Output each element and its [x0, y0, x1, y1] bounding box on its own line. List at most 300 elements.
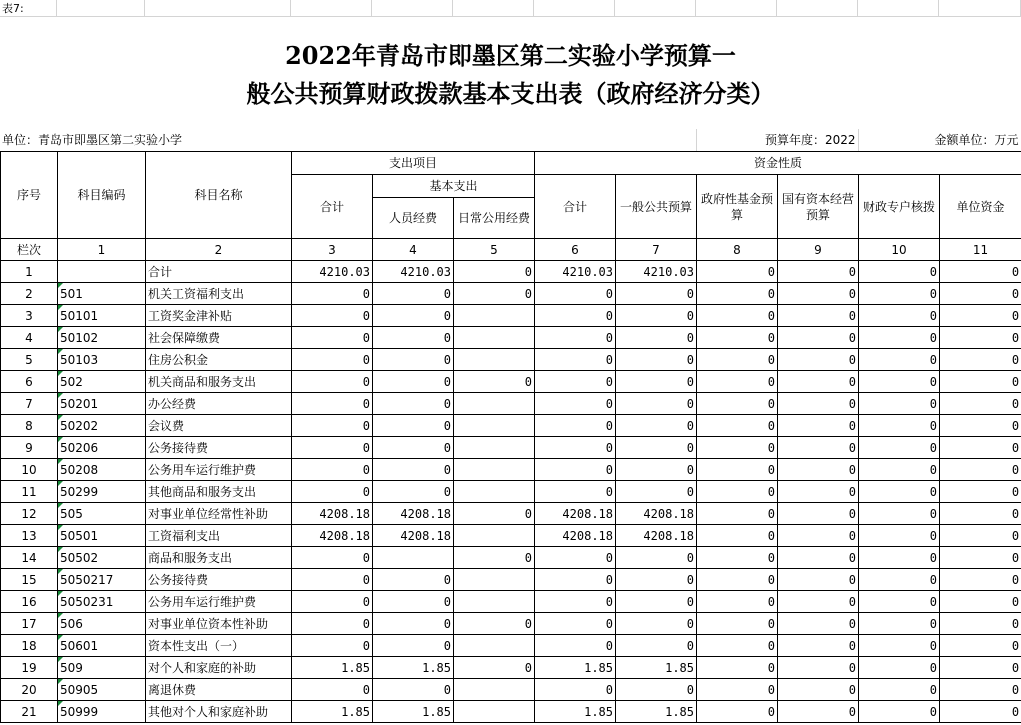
row-value-cell-c6[interactable]: 0: [535, 415, 616, 437]
row-seq-cell[interactable]: 4: [1, 327, 58, 349]
row-value-cell-c10[interactable]: 0: [859, 261, 940, 283]
header-state-capital[interactable]: 国有资本经营预算: [778, 175, 859, 239]
column-index-cell[interactable]: 1: [58, 239, 146, 261]
row-value-cell-c4[interactable]: [373, 547, 454, 569]
row-value-cell-c6[interactable]: 0: [535, 283, 616, 305]
row-value-cell-c7[interactable]: 4210.03: [616, 261, 697, 283]
row-name-cell[interactable]: 社会保障缴费: [146, 327, 292, 349]
row-value-cell-c4[interactable]: 1.85: [373, 657, 454, 679]
row-value-cell-c3[interactable]: 4208.18: [292, 525, 373, 547]
column-index-cell[interactable]: 11: [940, 239, 1021, 261]
row-name-cell[interactable]: 公务接待费: [146, 569, 292, 591]
row-value-cell-c11[interactable]: 0: [940, 613, 1021, 635]
row-value-cell-c3[interactable]: 0: [292, 327, 373, 349]
row-value-cell-c9[interactable]: 0: [778, 371, 859, 393]
row-code-cell[interactable]: 50102: [58, 327, 146, 349]
row-value-cell-c7[interactable]: 0: [616, 635, 697, 657]
row-code-cell[interactable]: 50299: [58, 481, 146, 503]
row-value-cell-c5[interactable]: 0: [454, 283, 535, 305]
row-value-cell-c9[interactable]: 0: [778, 261, 859, 283]
row-value-cell-c4[interactable]: 4208.18: [373, 503, 454, 525]
row-value-cell-c7[interactable]: 0: [616, 459, 697, 481]
row-name-cell[interactable]: 对事业单位资本性补助: [146, 613, 292, 635]
header-expenditure-group[interactable]: 支出项目: [292, 152, 535, 175]
row-value-cell-c7[interactable]: 0: [616, 613, 697, 635]
row-code-cell[interactable]: 502: [58, 371, 146, 393]
row-value-cell-c5[interactable]: [454, 679, 535, 701]
row-value-cell-c5[interactable]: [454, 591, 535, 613]
row-seq-cell[interactable]: 8: [1, 415, 58, 437]
row-value-cell-c8[interactable]: 0: [697, 261, 778, 283]
column-index-cell[interactable]: 3: [292, 239, 373, 261]
row-value-cell-c10[interactable]: 0: [859, 525, 940, 547]
row-value-cell-c5[interactable]: 0: [454, 261, 535, 283]
row-value-cell-c7[interactable]: 0: [616, 679, 697, 701]
row-value-cell-c3[interactable]: 0: [292, 371, 373, 393]
column-index-cell[interactable]: 7: [616, 239, 697, 261]
row-value-cell-c6[interactable]: 0: [535, 393, 616, 415]
row-value-cell-c7[interactable]: 0: [616, 569, 697, 591]
row-value-cell-c7[interactable]: 1.85: [616, 701, 697, 723]
row-value-cell-c6[interactable]: 1.85: [535, 657, 616, 679]
row-value-cell-c8[interactable]: 0: [697, 547, 778, 569]
row-value-cell-c7[interactable]: 0: [616, 393, 697, 415]
row-value-cell-c3[interactable]: 0: [292, 613, 373, 635]
row-value-cell-c3[interactable]: 0: [292, 679, 373, 701]
row-value-cell-c11[interactable]: 0: [940, 393, 1021, 415]
header-basic-group[interactable]: 基本支出: [373, 175, 535, 198]
row-code-cell[interactable]: 509: [58, 657, 146, 679]
row-value-cell-c4[interactable]: 0: [373, 349, 454, 371]
row-seq-cell[interactable]: 20: [1, 679, 58, 701]
row-value-cell-c10[interactable]: 0: [859, 569, 940, 591]
row-value-cell-c11[interactable]: 0: [940, 701, 1021, 723]
table-row: [1, 415, 1021, 437]
row-value-cell-c9[interactable]: 0: [778, 525, 859, 547]
row-value-cell-c4[interactable]: 4208.18: [373, 525, 454, 547]
row-value-cell-c5[interactable]: 0: [454, 547, 535, 569]
row-seq-cell[interactable]: 7: [1, 393, 58, 415]
row-code-cell[interactable]: 50103: [58, 349, 146, 371]
column-index-cell[interactable]: 8: [697, 239, 778, 261]
row-value-cell-c9[interactable]: 0: [778, 459, 859, 481]
row-value-cell-c5[interactable]: [454, 349, 535, 371]
row-value-cell-c10[interactable]: 0: [859, 415, 940, 437]
row-value-cell-c5[interactable]: [454, 305, 535, 327]
row-value-cell-c9[interactable]: 0: [778, 635, 859, 657]
row-value-cell-c11[interactable]: 0: [940, 481, 1021, 503]
header-personnel[interactable]: 人员经费: [373, 198, 454, 239]
row-value-cell-c4[interactable]: 0: [373, 327, 454, 349]
row-name-cell[interactable]: 对个人和家庭的补助: [146, 657, 292, 679]
header-fund-total[interactable]: 合计: [535, 175, 616, 239]
row-value-cell-c6[interactable]: 1.85: [535, 701, 616, 723]
empty-cell[interactable]: [696, 0, 777, 17]
row-value-cell-c3[interactable]: 0: [292, 547, 373, 569]
row-value-cell-c6[interactable]: 0: [535, 305, 616, 327]
row-seq-cell[interactable]: 10: [1, 459, 58, 481]
row-value-cell-c5[interactable]: 0: [454, 613, 535, 635]
row-name-cell[interactable]: 资本性支出（一）: [146, 635, 292, 657]
row-seq-cell[interactable]: 2: [1, 283, 58, 305]
row-value-cell-c8[interactable]: 0: [697, 349, 778, 371]
row-value-cell-c7[interactable]: 0: [616, 305, 697, 327]
row-code-cell[interactable]: 50101: [58, 305, 146, 327]
column-index-label[interactable]: 栏次: [1, 239, 58, 261]
row-value-cell-c10[interactable]: 0: [859, 481, 940, 503]
row-value-cell-c7[interactable]: 4208.18: [616, 525, 697, 547]
row-name-cell[interactable]: 办公经费: [146, 393, 292, 415]
row-code-cell[interactable]: 50206: [58, 437, 146, 459]
row-code-cell[interactable]: [58, 261, 146, 283]
row-name-cell[interactable]: 工资奖金津补贴: [146, 305, 292, 327]
row-seq-cell[interactable]: 21: [1, 701, 58, 723]
row-value-cell-c4[interactable]: 1.85: [373, 701, 454, 723]
row-value-cell-c10[interactable]: 0: [859, 503, 940, 525]
row-value-cell-c8[interactable]: 0: [697, 635, 778, 657]
row-value-cell-c10[interactable]: 0: [859, 283, 940, 305]
column-index-cell[interactable]: 6: [535, 239, 616, 261]
row-name-cell[interactable]: 对事业单位经常性补助: [146, 503, 292, 525]
empty-cell[interactable]: [372, 0, 453, 17]
row-code-cell[interactable]: 5050217: [58, 569, 146, 591]
row-value-cell-c10[interactable]: 0: [859, 701, 940, 723]
row-value-cell-c10[interactable]: 0: [859, 657, 940, 679]
row-value-cell-c3[interactable]: 0: [292, 569, 373, 591]
row-value-cell-c6[interactable]: 0: [535, 613, 616, 635]
row-value-cell-c7[interactable]: 0: [616, 371, 697, 393]
row-value-cell-c5[interactable]: [454, 327, 535, 349]
row-value-cell-c4[interactable]: 0: [373, 679, 454, 701]
row-value-cell-c5[interactable]: [454, 459, 535, 481]
row-value-cell-c5[interactable]: 0: [454, 371, 535, 393]
row-value-cell-c7[interactable]: 0: [616, 415, 697, 437]
row-value-cell-c9[interactable]: 0: [778, 283, 859, 305]
row-value-cell-c11[interactable]: 0: [940, 327, 1021, 349]
row-value-cell-c5[interactable]: [454, 635, 535, 657]
empty-cell[interactable]: [291, 0, 372, 17]
row-value-cell-c11[interactable]: 0: [940, 503, 1021, 525]
row-value-cell-c4[interactable]: 0: [373, 393, 454, 415]
header-code[interactable]: 科目编码: [58, 152, 146, 239]
row-value-cell-c10[interactable]: 0: [859, 679, 940, 701]
row-value-cell-c4[interactable]: 0: [373, 635, 454, 657]
row-value-cell-c6[interactable]: 0: [535, 635, 616, 657]
row-value-cell-c6[interactable]: 0: [535, 371, 616, 393]
row-value-cell-c9[interactable]: 0: [778, 591, 859, 613]
row-value-cell-c4[interactable]: 0: [373, 437, 454, 459]
row-value-cell-c5[interactable]: [454, 525, 535, 547]
row-value-cell-c11[interactable]: 0: [940, 437, 1021, 459]
table-row: [1, 371, 1021, 393]
row-value-cell-c9[interactable]: 0: [778, 569, 859, 591]
row-value-cell-c11[interactable]: 0: [940, 569, 1021, 591]
row-value-cell-c5[interactable]: [454, 415, 535, 437]
row-name-cell[interactable]: 住房公积金: [146, 349, 292, 371]
row-value-cell-c8[interactable]: 0: [697, 701, 778, 723]
row-code-cell[interactable]: 505: [58, 503, 146, 525]
row-value-cell-c6[interactable]: 0: [535, 547, 616, 569]
row-seq-cell[interactable]: 15: [1, 569, 58, 591]
row-code-cell[interactable]: 50208: [58, 459, 146, 481]
row-value-cell-c9[interactable]: 0: [778, 481, 859, 503]
row-value-cell-c9[interactable]: 0: [778, 393, 859, 415]
column-index-cell[interactable]: 9: [778, 239, 859, 261]
row-value-cell-c8[interactable]: 0: [697, 613, 778, 635]
row-value-cell-c3[interactable]: 0: [292, 415, 373, 437]
row-seq-cell[interactable]: 3: [1, 305, 58, 327]
row-value-cell-c7[interactable]: 0: [616, 283, 697, 305]
row-name-cell[interactable]: 会议费: [146, 415, 292, 437]
row-value-cell-c8[interactable]: 0: [697, 503, 778, 525]
row-value-cell-c10[interactable]: 0: [859, 371, 940, 393]
empty-cell[interactable]: [145, 0, 291, 17]
row-seq-cell[interactable]: 18: [1, 635, 58, 657]
row-value-cell-c4[interactable]: 0: [373, 371, 454, 393]
budget-year-label[interactable]: 预算年度：2022: [696, 129, 858, 151]
row-value-cell-c10[interactable]: 0: [859, 613, 940, 635]
row-value-cell-c11[interactable]: 0: [940, 415, 1021, 437]
row-value-cell-c8[interactable]: 0: [697, 283, 778, 305]
row-value-cell-c5[interactable]: 0: [454, 503, 535, 525]
row-value-cell-c7[interactable]: 0: [616, 437, 697, 459]
row-value-cell-c4[interactable]: 0: [373, 415, 454, 437]
row-value-cell-c9[interactable]: 0: [778, 547, 859, 569]
row-name-cell[interactable]: 公务接待费: [146, 437, 292, 459]
row-value-cell-c8[interactable]: 0: [697, 327, 778, 349]
row-value-cell-c11[interactable]: 0: [940, 305, 1021, 327]
row-value-cell-c3[interactable]: 4208.18: [292, 503, 373, 525]
row-name-cell[interactable]: 公务用车运行维护费: [146, 459, 292, 481]
row-value-cell-c3[interactable]: 1.85: [292, 657, 373, 679]
row-code-cell[interactable]: 50502: [58, 547, 146, 569]
row-code-cell[interactable]: 50201: [58, 393, 146, 415]
budget-table: [0, 151, 1021, 723]
row-value-cell-c9[interactable]: 0: [778, 613, 859, 635]
row-value-cell-c5[interactable]: [454, 437, 535, 459]
row-code-cell[interactable]: 50601: [58, 635, 146, 657]
row-value-cell-c3[interactable]: 1.85: [292, 701, 373, 723]
row-value-cell-c7[interactable]: 0: [616, 327, 697, 349]
row-value-cell-c8[interactable]: 0: [697, 679, 778, 701]
row-value-cell-c8[interactable]: 0: [697, 459, 778, 481]
row-value-cell-c3[interactable]: 0: [292, 481, 373, 503]
sheet-title[interactable]: [0, 17, 1021, 129]
row-value-cell-c6[interactable]: 0: [535, 327, 616, 349]
row-name-cell[interactable]: 公务用车运行维护费: [146, 591, 292, 613]
row-value-cell-c6[interactable]: 4210.03: [535, 261, 616, 283]
row-seq-cell[interactable]: 1: [1, 261, 58, 283]
row-value-cell-c6[interactable]: 4208.18: [535, 503, 616, 525]
row-value-cell-c5[interactable]: 0: [454, 657, 535, 679]
row-code-cell[interactable]: 506: [58, 613, 146, 635]
header-funds-group[interactable]: 资金性质: [535, 152, 1021, 175]
row-value-cell-c10[interactable]: 0: [859, 547, 940, 569]
row-value-cell-c3[interactable]: 0: [292, 393, 373, 415]
row-value-cell-c8[interactable]: 0: [697, 393, 778, 415]
row-value-cell-c3[interactable]: 0: [292, 437, 373, 459]
row-name-cell[interactable]: 其他商品和服务支出: [146, 481, 292, 503]
amount-unit-label[interactable]: 金额单位：万元: [858, 129, 1021, 151]
header-fiscal-special[interactable]: 财政专户核拨: [859, 175, 940, 239]
row-value-cell-c8[interactable]: 0: [697, 371, 778, 393]
empty-cell[interactable]: [615, 0, 696, 17]
row-value-cell-c9[interactable]: 0: [778, 657, 859, 679]
row-name-cell[interactable]: 离退休费: [146, 679, 292, 701]
row-value-cell-c6[interactable]: 0: [535, 437, 616, 459]
row-value-cell-c10[interactable]: 0: [859, 591, 940, 613]
empty-cell[interactable]: [777, 0, 858, 17]
row-value-cell-c9[interactable]: 0: [778, 415, 859, 437]
unit-label[interactable]: 单位：青岛市即墨区第二实验小学: [0, 129, 696, 151]
row-seq-cell[interactable]: 19: [1, 657, 58, 679]
row-value-cell-c3[interactable]: 0: [292, 283, 373, 305]
row-code-cell[interactable]: 50905: [58, 679, 146, 701]
empty-cell[interactable]: [534, 0, 615, 17]
row-value-cell-c6[interactable]: 0: [535, 569, 616, 591]
header-daily[interactable]: 日常公用经费: [454, 198, 535, 239]
sheet-title-line2: 般公共预算财政拨款基本支出表（政府经济分类）: [246, 79, 775, 108]
row-code-cell[interactable]: 5050231: [58, 591, 146, 613]
row-value-cell-c11[interactable]: 0: [940, 591, 1021, 613]
row-name-cell[interactable]: 机关工资福利支出: [146, 283, 292, 305]
row-value-cell-c6[interactable]: 0: [535, 459, 616, 481]
row-seq-cell[interactable]: 6: [1, 371, 58, 393]
row-seq-cell[interactable]: 17: [1, 613, 58, 635]
row-value-cell-c6[interactable]: 0: [535, 481, 616, 503]
row-value-cell-c8[interactable]: 0: [697, 481, 778, 503]
row-value-cell-c10[interactable]: 0: [859, 349, 940, 371]
header-general-budget[interactable]: 一般公共预算: [616, 175, 697, 239]
empty-cell[interactable]: [938, 0, 1020, 17]
row-value-cell-c3[interactable]: 4210.03: [292, 261, 373, 283]
row-value-cell-c11[interactable]: 0: [940, 525, 1021, 547]
row-value-cell-c11[interactable]: 0: [940, 261, 1021, 283]
row-value-cell-c4[interactable]: 0: [373, 305, 454, 327]
row-value-cell-c6[interactable]: 0: [535, 349, 616, 371]
row-value-cell-c6[interactable]: 4208.18: [535, 525, 616, 547]
row-name-cell[interactable]: 其他对个人和家庭补助: [146, 701, 292, 723]
row-value-cell-c11[interactable]: 0: [940, 283, 1021, 305]
row-value-cell-c10[interactable]: 0: [859, 459, 940, 481]
row-value-cell-c4[interactable]: 0: [373, 613, 454, 635]
row-value-cell-c11[interactable]: 0: [940, 547, 1021, 569]
row-value-cell-c10[interactable]: 0: [859, 305, 940, 327]
row-value-cell-c7[interactable]: 0: [616, 547, 697, 569]
row-value-cell-c10[interactable]: 0: [859, 393, 940, 415]
column-index-cell[interactable]: 5: [454, 239, 535, 261]
row-value-cell-c11[interactable]: 0: [940, 349, 1021, 371]
row-value-cell-c9[interactable]: 0: [778, 349, 859, 371]
row-value-cell-c11[interactable]: 0: [940, 679, 1021, 701]
row-value-cell-c9[interactable]: 0: [778, 327, 859, 349]
row-name-cell[interactable]: 商品和服务支出: [146, 547, 292, 569]
row-value-cell-c3[interactable]: 0: [292, 635, 373, 657]
row-seq-cell[interactable]: 13: [1, 525, 58, 547]
row-code-cell[interactable]: 50501: [58, 525, 146, 547]
row-value-cell-c8[interactable]: 0: [697, 415, 778, 437]
row-value-cell-c3[interactable]: 0: [292, 305, 373, 327]
row-value-cell-c11[interactable]: 0: [940, 371, 1021, 393]
header-exp-total[interactable]: 合计: [292, 175, 373, 239]
row-value-cell-c6[interactable]: 0: [535, 679, 616, 701]
header-unit-funds[interactable]: 单位资金: [940, 175, 1021, 239]
row-value-cell-c4[interactable]: 0: [373, 283, 454, 305]
column-index-cell[interactable]: 2: [146, 239, 292, 261]
row-value-cell-c11[interactable]: 0: [940, 657, 1021, 679]
row-seq-cell[interactable]: 16: [1, 591, 58, 613]
empty-cell[interactable]: [57, 0, 145, 17]
row-code-cell[interactable]: 50999: [58, 701, 146, 723]
row-value-cell-c4[interactable]: 0: [373, 591, 454, 613]
header-name[interactable]: 科目名称: [146, 152, 292, 239]
row-value-cell-c8[interactable]: 0: [697, 437, 778, 459]
row-seq-cell[interactable]: 14: [1, 547, 58, 569]
row-code-cell[interactable]: 50202: [58, 415, 146, 437]
row-value-cell-c3[interactable]: 0: [292, 459, 373, 481]
row-value-cell-c9[interactable]: 0: [778, 305, 859, 327]
row-value-cell-c5[interactable]: [454, 481, 535, 503]
empty-cell[interactable]: [858, 0, 939, 17]
row-value-cell-c6[interactable]: 0: [535, 591, 616, 613]
row-value-cell-c10[interactable]: 0: [859, 635, 940, 657]
row-value-cell-c9[interactable]: 0: [778, 437, 859, 459]
row-value-cell-c8[interactable]: 0: [697, 591, 778, 613]
row-value-cell-c8[interactable]: 0: [697, 569, 778, 591]
row-value-cell-c3[interactable]: 0: [292, 349, 373, 371]
row-value-cell-c5[interactable]: [454, 393, 535, 415]
row-value-cell-c7[interactable]: 0: [616, 481, 697, 503]
empty-cell[interactable]: [453, 0, 534, 17]
row-value-cell-c11[interactable]: 0: [940, 459, 1021, 481]
row-seq-cell[interactable]: 9: [1, 437, 58, 459]
row-value-cell-c9[interactable]: 0: [778, 679, 859, 701]
row-value-cell-c10[interactable]: 0: [859, 437, 940, 459]
row-value-cell-c8[interactable]: 0: [697, 305, 778, 327]
row-name-cell[interactable]: 合计: [146, 261, 292, 283]
row-seq-cell[interactable]: 12: [1, 503, 58, 525]
row-value-cell-c4[interactable]: 0: [373, 569, 454, 591]
row-value-cell-c7[interactable]: 1.85: [616, 657, 697, 679]
column-index-cell[interactable]: 4: [373, 239, 454, 261]
table-row: [1, 327, 1021, 349]
row-value-cell-c9[interactable]: 0: [778, 503, 859, 525]
header-gov-fund[interactable]: 政府性基金预算: [697, 175, 778, 239]
column-index-cell[interactable]: 10: [859, 239, 940, 261]
row-value-cell-c4[interactable]: 4210.03: [373, 261, 454, 283]
row-seq-cell[interactable]: 11: [1, 481, 58, 503]
row-name-cell[interactable]: 机关商品和服务支出: [146, 371, 292, 393]
row-value-cell-c5[interactable]: [454, 569, 535, 591]
sheet-label-cell[interactable]: 表7:: [0, 0, 57, 17]
row-value-cell-c4[interactable]: 0: [373, 459, 454, 481]
row-value-cell-c7[interactable]: 0: [616, 349, 697, 371]
row-value-cell-c5[interactable]: [454, 701, 535, 723]
row-name-cell[interactable]: 工资福利支出: [146, 525, 292, 547]
row-value-cell-c3[interactable]: 0: [292, 591, 373, 613]
header-seq[interactable]: 序号: [1, 152, 58, 239]
row-value-cell-c7[interactable]: 0: [616, 591, 697, 613]
row-value-cell-c9[interactable]: 0: [778, 701, 859, 723]
row-value-cell-c8[interactable]: 0: [697, 525, 778, 547]
row-value-cell-c10[interactable]: 0: [859, 327, 940, 349]
row-seq-cell[interactable]: 5: [1, 349, 58, 371]
row-value-cell-c8[interactable]: 0: [697, 657, 778, 679]
row-value-cell-c4[interactable]: 0: [373, 481, 454, 503]
row-value-cell-c7[interactable]: 4208.18: [616, 503, 697, 525]
row-value-cell-c11[interactable]: 0: [940, 635, 1021, 657]
row-code-cell[interactable]: 501: [58, 283, 146, 305]
